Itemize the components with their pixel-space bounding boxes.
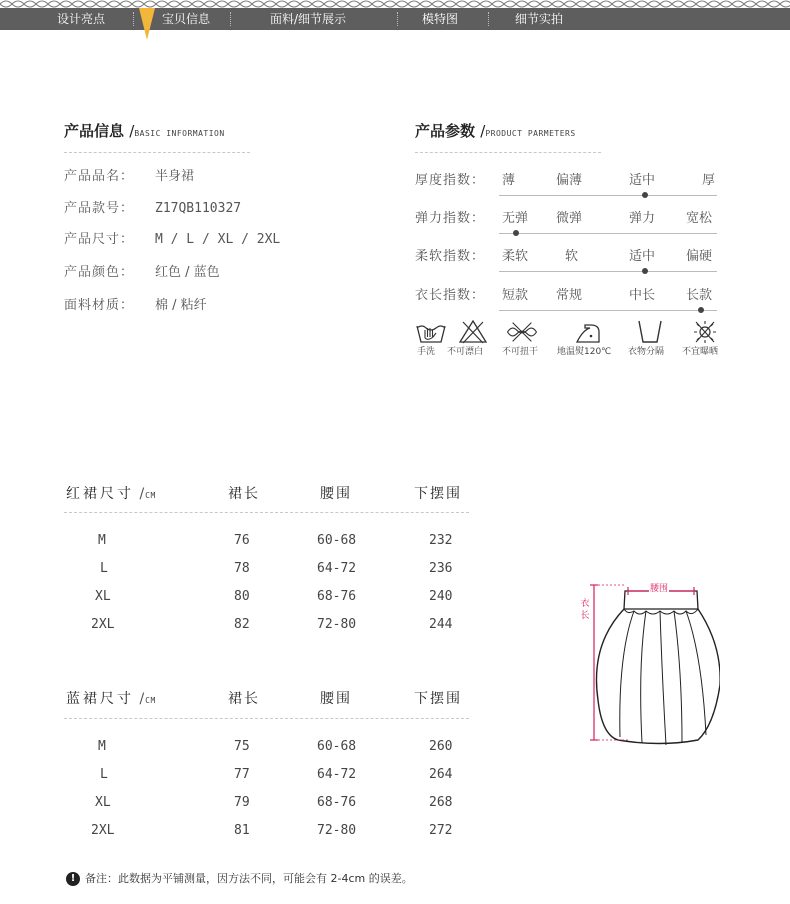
- param-indicator-dot: [642, 192, 648, 198]
- table-cell: 77: [234, 767, 250, 782]
- param-option: 宽松: [686, 211, 713, 226]
- diagram-waist-label: 腰围: [650, 584, 669, 594]
- product-info-title: 产品信息 /BASIC INFORMATION: [64, 122, 225, 140]
- hand-wash-icon: [414, 318, 448, 346]
- table-title-text: 蓝裙尺寸: [66, 691, 134, 707]
- param-label-thickness: 厚度指数：: [415, 173, 486, 188]
- param-indicator-dot: [642, 268, 648, 274]
- param-option: 厚: [702, 173, 716, 188]
- table-cell: 79: [234, 795, 250, 810]
- info-value: 半身裙: [155, 169, 195, 184]
- table-cell-size: L: [100, 561, 108, 576]
- table-cell: 82: [234, 617, 250, 632]
- info-label: 产品款号：: [64, 201, 135, 216]
- param-option: 常规: [556, 288, 583, 303]
- product-info-divider: [64, 152, 250, 153]
- table-cell: 264: [429, 767, 453, 782]
- param-label-elasticity: 弹力指数：: [415, 211, 486, 226]
- product-info-subtitle: BASIC INFORMATION: [134, 129, 225, 138]
- table-title-text: 红裙尺寸: [66, 486, 134, 502]
- product-params-divider: [415, 152, 601, 153]
- table-cell: 75: [234, 739, 250, 754]
- table-cell: 68-76: [317, 795, 357, 810]
- table-unit: CM: [145, 696, 156, 705]
- red-size-table-title: 红裙尺寸 /CM: [66, 486, 156, 502]
- no-bleach-icon: [456, 318, 490, 346]
- table-cell: 64-72: [317, 561, 357, 576]
- table-header-hem: 下摆围: [414, 691, 462, 707]
- care-label: 手洗: [417, 347, 436, 357]
- table-cell: 260: [429, 739, 453, 754]
- table-cell: 60-68: [317, 739, 357, 754]
- product-params-subtitle: PRODUCT PARMETERS: [485, 129, 576, 138]
- no-wring-icon: [505, 318, 539, 346]
- product-info-title-text: 产品信息: [64, 122, 125, 140]
- table-cell: 72-80: [317, 617, 357, 632]
- product-params-title-text: 产品参数: [415, 122, 476, 140]
- param-indicator-dot: [513, 230, 519, 236]
- table-cell-size: L: [100, 767, 108, 782]
- table-cell-size: XL: [95, 795, 111, 810]
- info-row-name: [64, 169, 194, 185]
- info-value: M / L / XL / 2XL: [155, 232, 281, 247]
- wash-separately-icon: [633, 318, 667, 346]
- care-label: 地温熨120℃: [557, 347, 612, 357]
- nav-tab-design-highlights[interactable]: 设计亮点: [57, 12, 106, 26]
- table-cell: 68-76: [317, 589, 357, 604]
- diagram-length-label: 衣长: [580, 599, 590, 621]
- care-label: 衣物分隔: [628, 347, 665, 357]
- care-label: 不宜曝晒: [682, 347, 719, 357]
- table-cell: 236: [429, 561, 453, 576]
- info-row-material: [64, 298, 207, 314]
- param-label-length: 衣长指数：: [415, 288, 486, 303]
- info-value: Z17QB110327: [155, 201, 242, 216]
- param-option: 无弹: [502, 211, 529, 226]
- product-params-title: 产品参数 /PRODUCT PARMETERS: [415, 122, 576, 140]
- table-cell-size: XL: [95, 589, 111, 604]
- care-label: 不可扭干: [502, 347, 539, 357]
- table-cell: 272: [429, 823, 453, 838]
- blue-size-table-title: 蓝裙尺寸 /CM: [66, 691, 156, 707]
- param-option: 偏硬: [686, 249, 713, 264]
- table-header-hem: 下摆围: [414, 486, 462, 502]
- param-option: 适中: [629, 249, 656, 264]
- table-cell: 78: [234, 561, 250, 576]
- param-option: 软: [565, 249, 579, 264]
- info-label: 产品颜色：: [64, 265, 135, 280]
- table-header-length: 裙长: [228, 486, 260, 502]
- param-option: 微弹: [556, 211, 583, 226]
- info-row-sizes: [64, 232, 280, 248]
- nav-tab-model-photos[interactable]: 模特图: [422, 12, 459, 26]
- param-scale-line: [499, 233, 717, 234]
- low-iron-icon: [571, 318, 605, 346]
- nav-separator: [397, 12, 398, 26]
- no-sun-dry-icon: [688, 318, 722, 346]
- nav-separator: [133, 12, 134, 26]
- table-cell: 76: [234, 533, 250, 548]
- param-scale-line: [499, 271, 717, 272]
- param-option: 薄: [502, 173, 516, 188]
- param-option: 短款: [502, 288, 529, 303]
- table-header-length: 裙长: [228, 691, 260, 707]
- table-cell: 81: [234, 823, 250, 838]
- info-row-style-no: [64, 201, 241, 217]
- info-value: 棉 / 粘纤: [155, 298, 207, 313]
- care-label: 不可漂白: [447, 347, 484, 357]
- param-option: 中长: [629, 288, 656, 303]
- param-option: 适中: [629, 173, 656, 188]
- table-header-waist: 腰围: [320, 486, 352, 502]
- param-scale-line: [499, 195, 717, 196]
- info-row-colors: [64, 265, 220, 281]
- nav-tab-detail-shots[interactable]: 细节实拍: [515, 12, 564, 26]
- info-label: 产品品名：: [64, 169, 135, 184]
- param-option: 长款: [686, 288, 713, 303]
- table-cell: 244: [429, 617, 453, 632]
- table-cell: 80: [234, 589, 250, 604]
- table-cell: 232: [429, 533, 453, 548]
- nav-tab-product-info[interactable]: 宝贝信息: [162, 12, 211, 26]
- table-cell-size: M: [98, 533, 106, 548]
- table-cell-size: 2XL: [91, 617, 115, 632]
- measurement-note: 备注：此数据为平铺测量，因方法不同，可能会有 2-4cm 的误差。: [85, 872, 413, 885]
- table-cell: 60-68: [317, 533, 357, 548]
- param-indicator-dot: [698, 307, 704, 313]
- nav-separator: [230, 12, 231, 26]
- table-cell: 240: [429, 589, 453, 604]
- info-value: 红色 / 蓝色: [155, 265, 220, 280]
- nav-decoration: [0, 0, 790, 8]
- info-label: 产品尺寸：: [64, 232, 135, 247]
- param-option: 偏薄: [556, 173, 583, 188]
- table-header-waist: 腰围: [320, 691, 352, 707]
- nav-tab-fabric-details[interactable]: 面料/细节展示: [270, 12, 347, 26]
- table-cell: 268: [429, 795, 453, 810]
- table-unit: CM: [145, 491, 156, 500]
- exclamation-icon: !: [66, 872, 80, 886]
- skirt-measurement-diagram: [570, 575, 720, 750]
- top-nav-bar: [0, 8, 790, 30]
- table-cell: 64-72: [317, 767, 357, 782]
- param-scale-line: [499, 310, 717, 311]
- table-cell-size: M: [98, 739, 106, 754]
- red-table-divider: [64, 512, 469, 513]
- blue-table-divider: [64, 718, 469, 719]
- table-cell: 72-80: [317, 823, 357, 838]
- param-option: 柔软: [502, 249, 529, 264]
- info-label: 面料材质：: [64, 298, 135, 313]
- table-cell-size: 2XL: [91, 823, 115, 838]
- param-option: 弹力: [629, 211, 656, 226]
- nav-separator: [488, 12, 489, 26]
- param-label-softness: 柔软指数：: [415, 249, 486, 264]
- active-tab-arrow: [139, 8, 155, 40]
